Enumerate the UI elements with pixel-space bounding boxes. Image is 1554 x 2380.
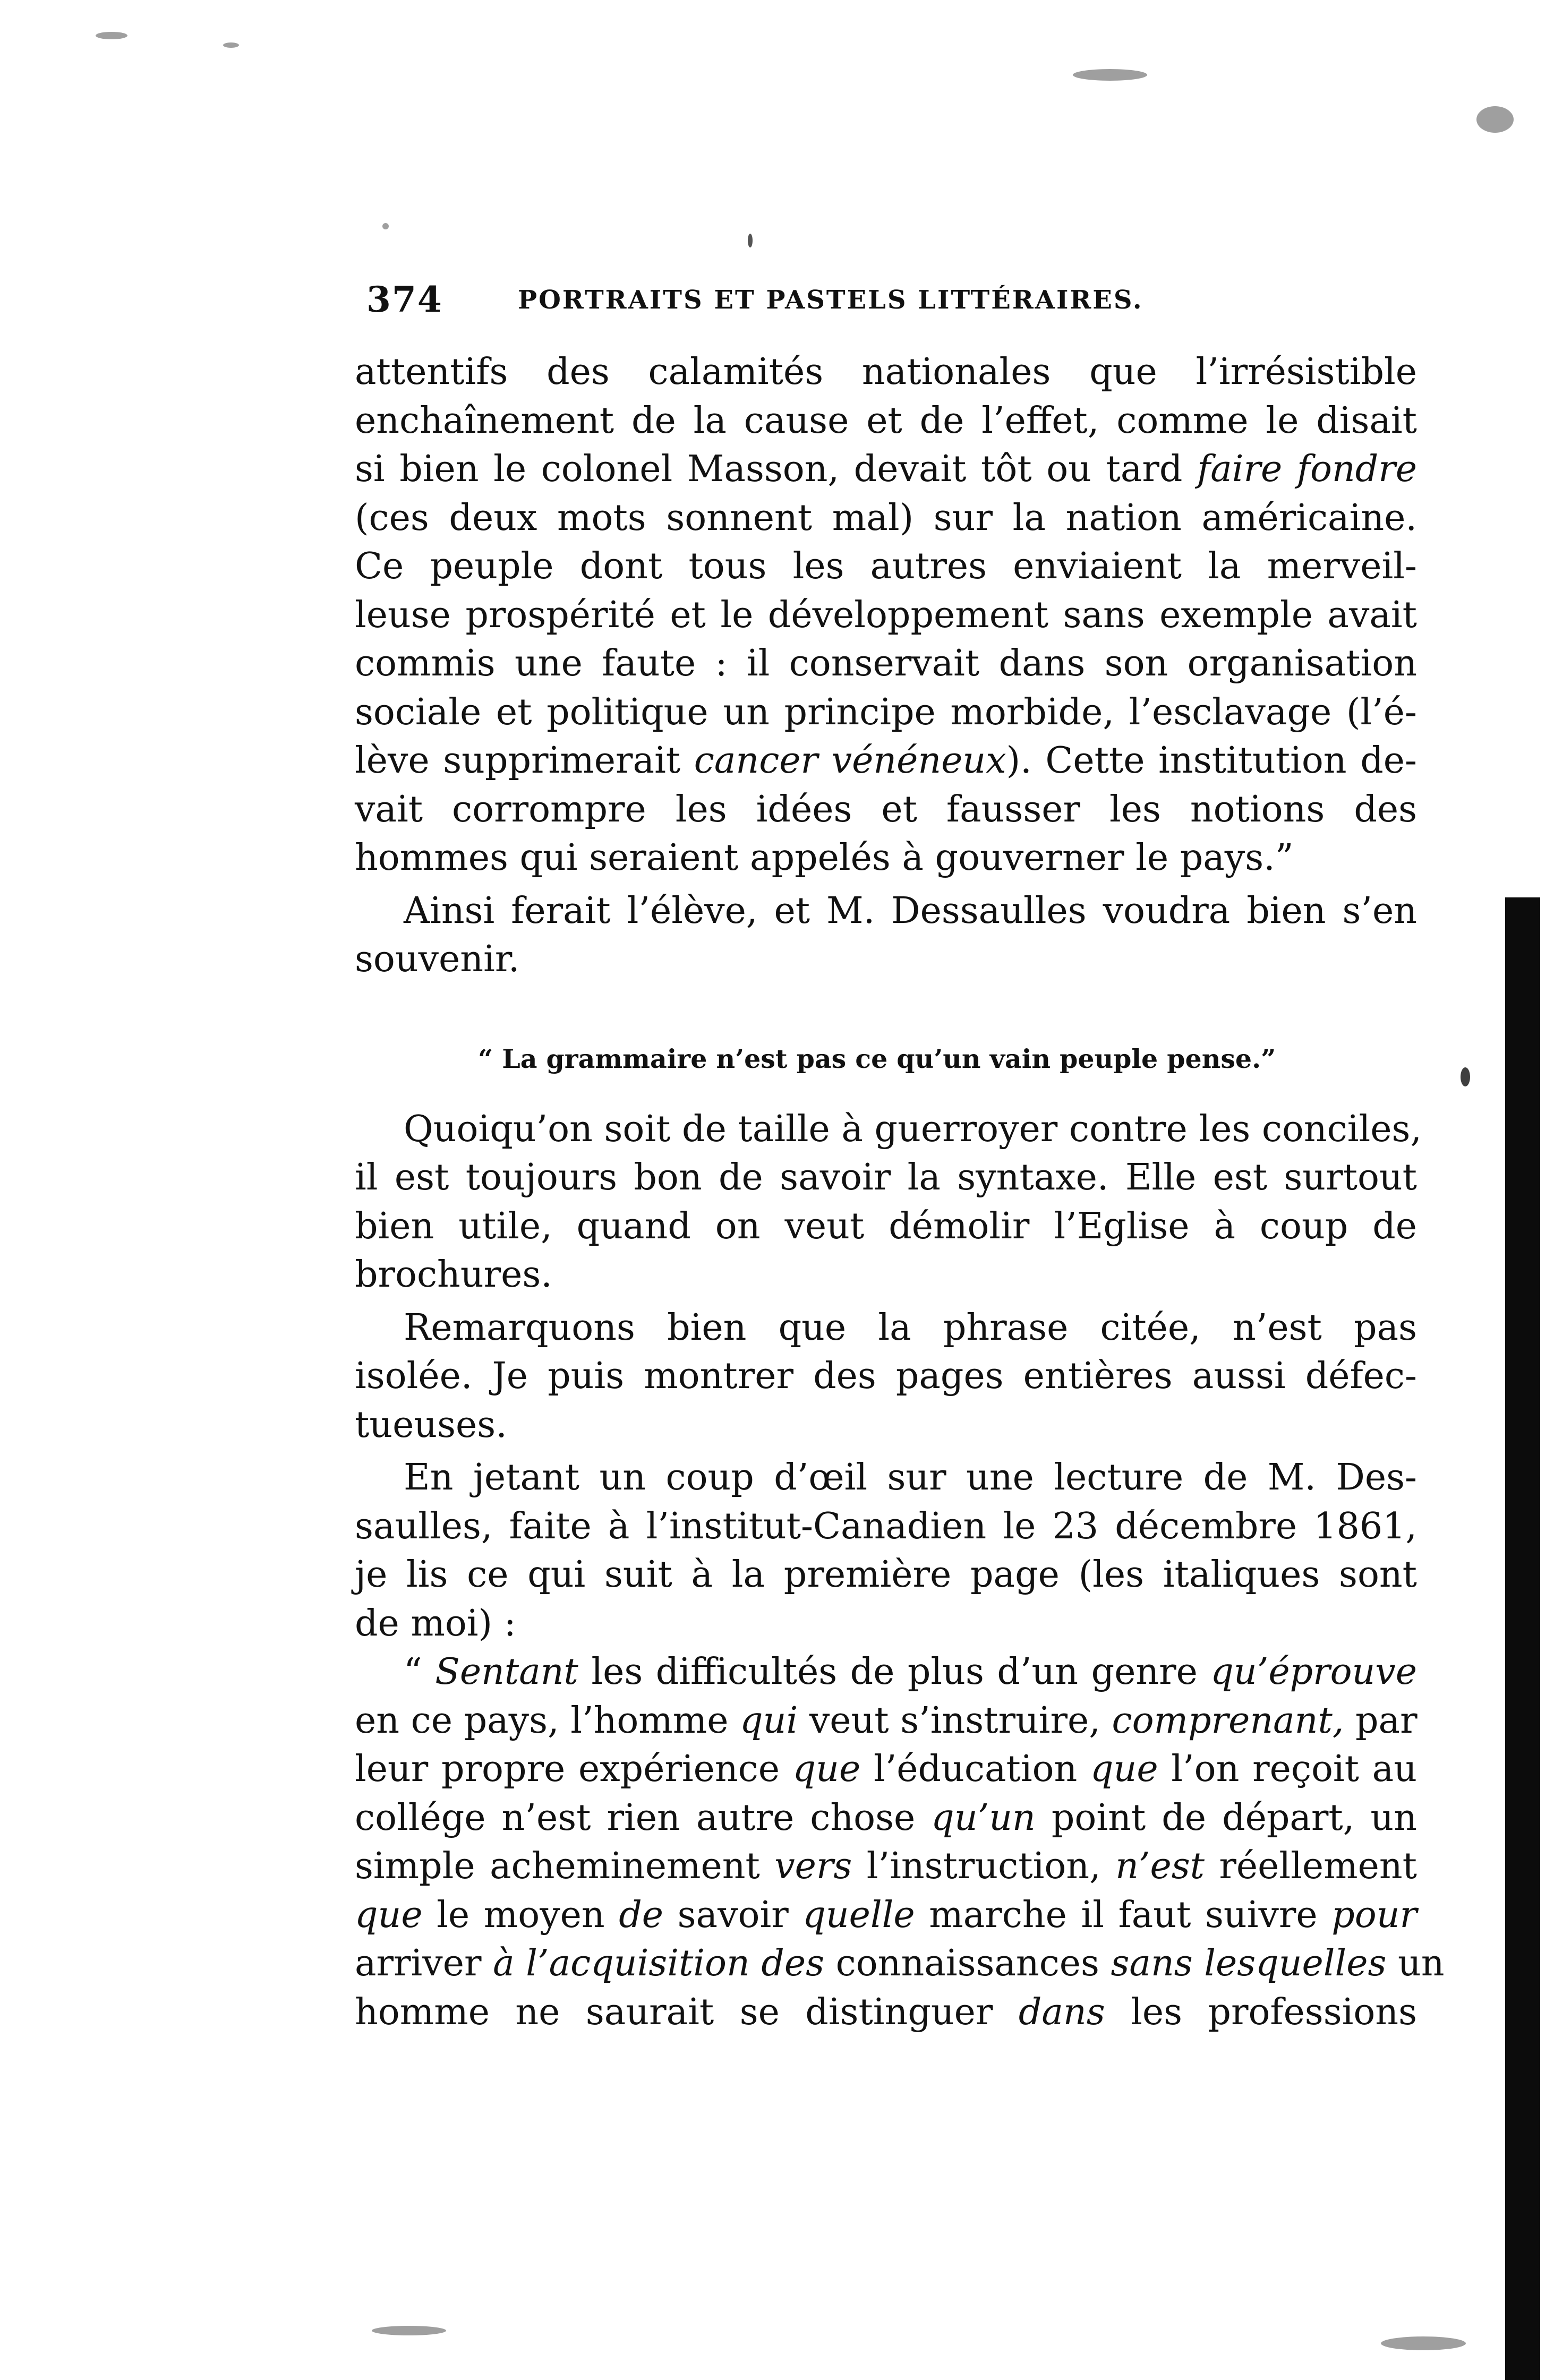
epigraph: “ La grammaire n’est pas ce qu’un vain peuple pense.” [478,1043,1276,1074]
text-line: leur propre expérience que l’éducation que l’on reçoit au [355,1748,1417,1790]
page-number: 374 [366,279,443,320]
text-line: Ainsi ferait l’élève, et M. Dessaulles voudra bien s’en [404,889,1417,932]
text-line: brochures. [355,1254,552,1296]
scan-speckle [372,2326,446,2335]
quotation-paragraph [355,1648,1445,2036]
text-line: lève supprimerait cancer vénéneux). Cette institution de- [355,740,1417,782]
scan-speckle [382,223,389,229]
text-line: que le moyen de savoir quelle marche il faut suivre pour [355,1894,1418,1936]
body-text [355,348,1445,2036]
text-line: isolée. Je puis montrer des pages entières aussi défec- [355,1355,1417,1397]
text-line: Ce peuple dont tous les autres enviaient la merveil- [355,545,1417,587]
scan-speckle [748,234,753,247]
text-line: (ces deux mots sonnent mal) sur la nation américaine. [355,496,1417,539]
scan-speckle [1476,106,1514,133]
scan-speckle [223,42,239,48]
text-line: Quoiqu’on soit de taille à guerroyer contre les conciles, [404,1108,1422,1150]
scan-speckle [1381,2336,1466,2350]
text-line: homme ne saurait se distinguer dans les professions [355,1991,1417,2033]
scan-speckle [1461,1067,1470,1086]
paragraph [355,1453,1417,1648]
paragraph [355,348,1417,883]
text-line: je lis ce qui suit à la première page (les italiques sont [355,1554,1417,1596]
text-line: attentifs des calamités nationales que l’irrésistible [355,351,1417,393]
text-line: “ Sentant les difficultés de plus d’un genre qu’éprouve [404,1651,1417,1693]
text-line: En jetant un coup d’œil sur une lecture de M. Des- [404,1457,1417,1499]
scan-speckle [1073,69,1147,81]
text-line: en ce pays, l’homme qui veut s’instruire, comprenant, par [355,1699,1418,1742]
text-line: commis une faute : il conservait dans son organisation [355,643,1417,684]
text-line: sociale et politique un principe morbide, l’esclavage (l’é- [355,691,1417,733]
text-line: vait corrompre les idées et fausser les notions des [355,788,1417,831]
text-line: hommes qui seraient appelés à gouverner le pays.” [355,837,1294,879]
text-line: bien utile, quand on veut démolir l’Eglise à coup de [355,1205,1417,1247]
page-header [366,279,1264,321]
scan-speckle [96,32,127,39]
italic-text: faire fondre [1197,448,1417,490]
text-line: leuse prospérité et le développement sans exemple avait [355,594,1417,636]
italic-text: cancer vénéneux [694,740,1006,782]
text-line: saulles, faite à l’institut-Canadien le 23 décembre 1861, [355,1505,1417,1547]
running-head: PORTRAITS ET PASTELS LITTÉRAIRES. [518,285,1143,315]
text-line: arriver à l’acquisition des connaissances sans lesquelles un [355,1942,1445,1984]
text-line: souvenir. [355,938,520,980]
text-line: collége n’est rien autre chose qu’un point de départ, un [355,1796,1417,1839]
text-line: simple acheminement vers l’instruction, n’est réellement [355,1845,1417,1887]
paragraph [355,1105,1422,1299]
text-line: il est toujours bon de savoir la syntaxe. Elle est surtout [355,1157,1417,1198]
paragraph [355,887,1417,984]
text-line: Remarquons bien que la phrase citée, n’est pas [404,1306,1417,1349]
text-line: enchaînement de la cause et de l’effet, comme le disait [355,399,1417,442]
text-line: de moi) : [355,1602,516,1645]
paragraph [355,1304,1417,1450]
text-line: si bien le colonel Masson, devait tôt ou tard faire fondre [355,448,1417,490]
scan-edge-shadow [1505,897,1540,2380]
text-line: tueuses. [355,1403,507,1446]
